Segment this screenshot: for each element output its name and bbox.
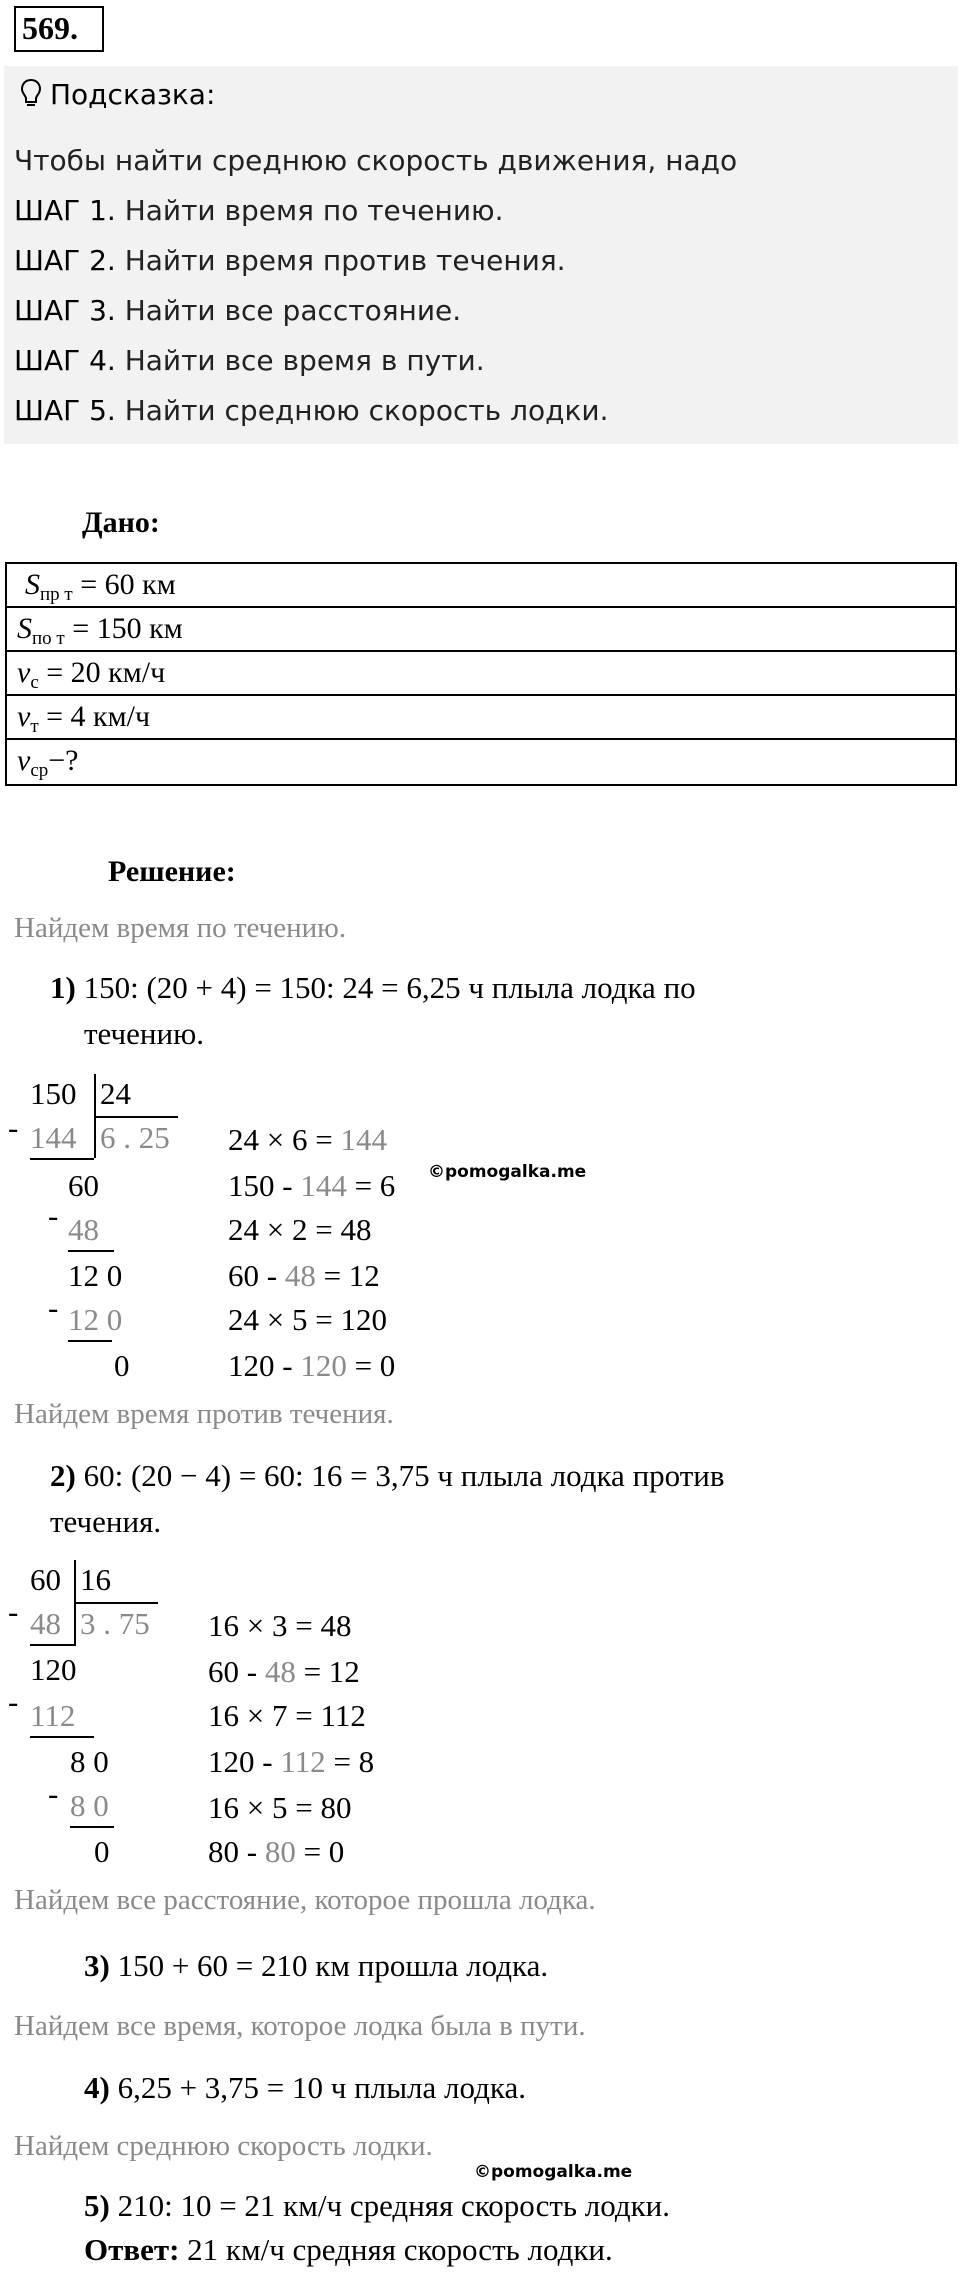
hint-step-1: ШАГ 1. Найти время по течению.: [14, 194, 504, 227]
step-3: 3) 150 + 60 = 210 км прошла лодка.: [84, 1948, 549, 1983]
div2-line: 80 - 80 = 0: [208, 1834, 345, 1869]
answer: Ответ: 21 км/ч средняя скорость лодки.: [84, 2232, 613, 2267]
step-2: 2) 60: (20 − 4) = 60: 16 = 3,75 ч плыла лодка против: [50, 1458, 725, 1493]
note-4: Найдем все время, которое лодка была в пути.: [14, 2010, 586, 2042]
hint-step-5: ШАГ 5. Найти среднюю скорость лодки.: [14, 394, 609, 427]
note-1: Найдем время по течению.: [14, 912, 347, 944]
watermark: ©pomogalka.me: [428, 1162, 587, 1182]
div2-r3: 0: [94, 1834, 110, 1869]
div1-line: 150 - 144 = 6: [228, 1168, 396, 1203]
div1-r2: 12 0: [68, 1258, 123, 1293]
hint-title-text: Подсказка:: [50, 78, 216, 111]
div2-dividend: 60: [30, 1562, 61, 1597]
given-row: $S_{пр т} = 60$ км: [7, 564, 955, 608]
given-row: $S_{по т} = 150$ км: [7, 608, 955, 652]
note-5: Найдем среднюю скорость лодки.: [14, 2130, 433, 2162]
hint-step-3: ШАГ 3. Найти все расстояние.: [14, 294, 462, 327]
given-title: Дано:: [82, 506, 160, 539]
hint-title: [20, 78, 215, 111]
div2-r2: 8 0: [70, 1744, 109, 1779]
watermark: ©pomogalka.me: [474, 2162, 633, 2182]
step-1-cont: течению.: [84, 1016, 204, 1051]
given-row: $v_{ср}-$?: [17, 744, 79, 781]
hint-step-2: ШАГ 2. Найти время против течения.: [14, 244, 566, 277]
div1-line: 24 × 2 = 48: [228, 1212, 372, 1247]
problem-number: 569.: [14, 6, 104, 52]
note-3: Найдем все расстояние, которое прошла лодка.: [14, 1884, 596, 1916]
given-row: $v_с = 20$ км/ч: [7, 652, 955, 696]
div2-r1: 120: [30, 1652, 77, 1687]
step-4: 4) 6,25 + 3,75 = 10 ч плыла лодка.: [84, 2070, 526, 2105]
step-2-cont: течения.: [50, 1504, 162, 1539]
hint-intro: Чтобы найти среднюю скорость движения, надо: [14, 144, 738, 177]
div2-line: 120 - 112 = 8: [208, 1744, 375, 1779]
given-row: $v_т = 4$ км/ч: [7, 696, 955, 740]
div2-line: 16 × 5 = 80: [208, 1790, 352, 1825]
div2-sub1: 48: [30, 1606, 61, 1641]
div1-s2: 48: [68, 1212, 99, 1247]
step-1: 1) 150: (20 + 4) = 150: 24 = 6,25 ч плыла лодка по: [50, 970, 696, 1005]
div2-line: 16 × 3 = 48: [208, 1608, 352, 1643]
div2-quotient: 3 . 75: [80, 1606, 150, 1641]
div1-line: 24 × 5 = 120: [228, 1302, 387, 1337]
solution-title: Решение:: [108, 855, 236, 888]
div1-r1: 60: [68, 1168, 99, 1203]
hint-step-4: ШАГ 4. Найти все время в пути.: [14, 344, 485, 377]
div1-line: 120 - 120 = 0: [228, 1348, 396, 1383]
div2-line: 16 × 7 = 112: [208, 1698, 366, 1733]
div1-divisor: 24: [100, 1076, 131, 1111]
div2-s2: 112: [30, 1698, 76, 1733]
step-5: 5) 210: 10 = 21 км/ч средняя скорость лодки.: [84, 2188, 671, 2223]
div1-sub1: 144: [30, 1120, 77, 1155]
div1-s3: 12 0: [68, 1302, 123, 1337]
div1-r3: 0: [114, 1348, 130, 1383]
given-table: [5, 562, 957, 786]
div2-line: 60 - 48 = 12: [208, 1654, 360, 1689]
div1-line: 60 - 48 = 12: [228, 1258, 380, 1293]
div1-line: 24 × 6 = 144: [228, 1122, 387, 1157]
note-2: Найдем время против течения.: [14, 1398, 394, 1430]
div2-divisor: 16: [80, 1562, 111, 1597]
div1-dividend: 150: [30, 1076, 77, 1111]
lightbulb-icon: [20, 78, 42, 108]
div1-quotient: 6 . 25: [100, 1120, 170, 1155]
div2-s3: 8 0: [70, 1788, 109, 1823]
